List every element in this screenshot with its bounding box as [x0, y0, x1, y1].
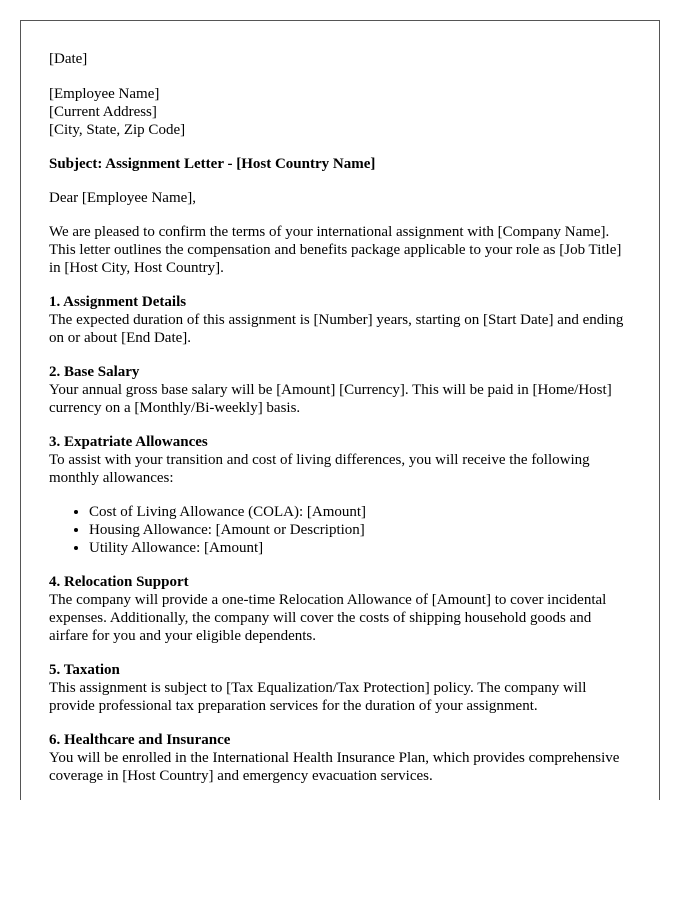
section-taxation: [49, 661, 631, 715]
section-body: You will be enrolled in the International Health Insurance Plan, which provides comprehensive coverage in [Host Country] and emergency evacuation services.: [49, 750, 620, 784]
intro-paragraph: We are pleased to confirm the terms of your international assignment with [Company Name]. This letter outlines the compensation and benefits package applicable to your role as [Job Title] in [Host City, Host Country].: [49, 224, 622, 276]
section-body: The company will provide a one-time Relocation Allowance of [Amount] to cover incidental expenses. Additionally, the company will cover the costs of shipping household goods and airfare for you and your eligible dependents.: [49, 592, 607, 644]
recipient-address: [Current Address]: [49, 104, 157, 120]
section-heading: 4. Relocation Support: [49, 574, 189, 590]
letter-page: [20, 20, 660, 800]
list-item: • Housing Allowance: [Amount or Description]: [89, 521, 631, 539]
recipient-city-line: [City, State, Zip Code]: [49, 122, 186, 138]
section-body: This assignment is subject to [Tax Equalization/Tax Protection] policy. The company will provide professional tax preparation services for the duration of your assignment.: [49, 680, 587, 714]
letter-subject: Subject: Assignment Letter - [Host Country Name]: [49, 156, 376, 172]
section-relocation-support: [49, 573, 631, 645]
section-body: The expected duration of this assignment is [Number] years, starting on [Start Date] and ending on or about [End Date].: [49, 312, 624, 346]
section-heading: 3. Expatriate Allowances: [49, 434, 208, 450]
section-heading: 6. Healthcare and Insurance: [49, 732, 231, 748]
list-item: • Cost of Living Allowance (COLA): [Amount]: [89, 503, 631, 521]
section-heading: 1. Assignment Details: [49, 294, 187, 310]
salutation: Dear [Employee Name],: [49, 190, 197, 206]
section-base-salary: [49, 363, 631, 417]
list-item: • Utility Allowance: [Amount]: [89, 539, 631, 557]
allowances-list: [49, 503, 631, 557]
recipient-address-block: [49, 85, 631, 139]
section-body: To assist with your transition and cost of living differences, you will receive the following monthly allowances:: [49, 452, 590, 486]
letter-date: [Date]: [49, 51, 88, 67]
section-body: Your annual gross base salary will be [Amount] [Currency]. This will be paid in [Home/Host] currency on a [Monthly/Bi-weekly] basis.: [49, 382, 612, 416]
section-heading: 2. Base Salary: [49, 364, 140, 380]
section-heading: 5. Taxation: [49, 662, 120, 678]
recipient-name: [Employee Name]: [49, 86, 160, 102]
section-assignment-details: [49, 293, 631, 347]
section-expatriate-allowances: [49, 433, 631, 487]
section-healthcare-insurance: [49, 731, 631, 785]
